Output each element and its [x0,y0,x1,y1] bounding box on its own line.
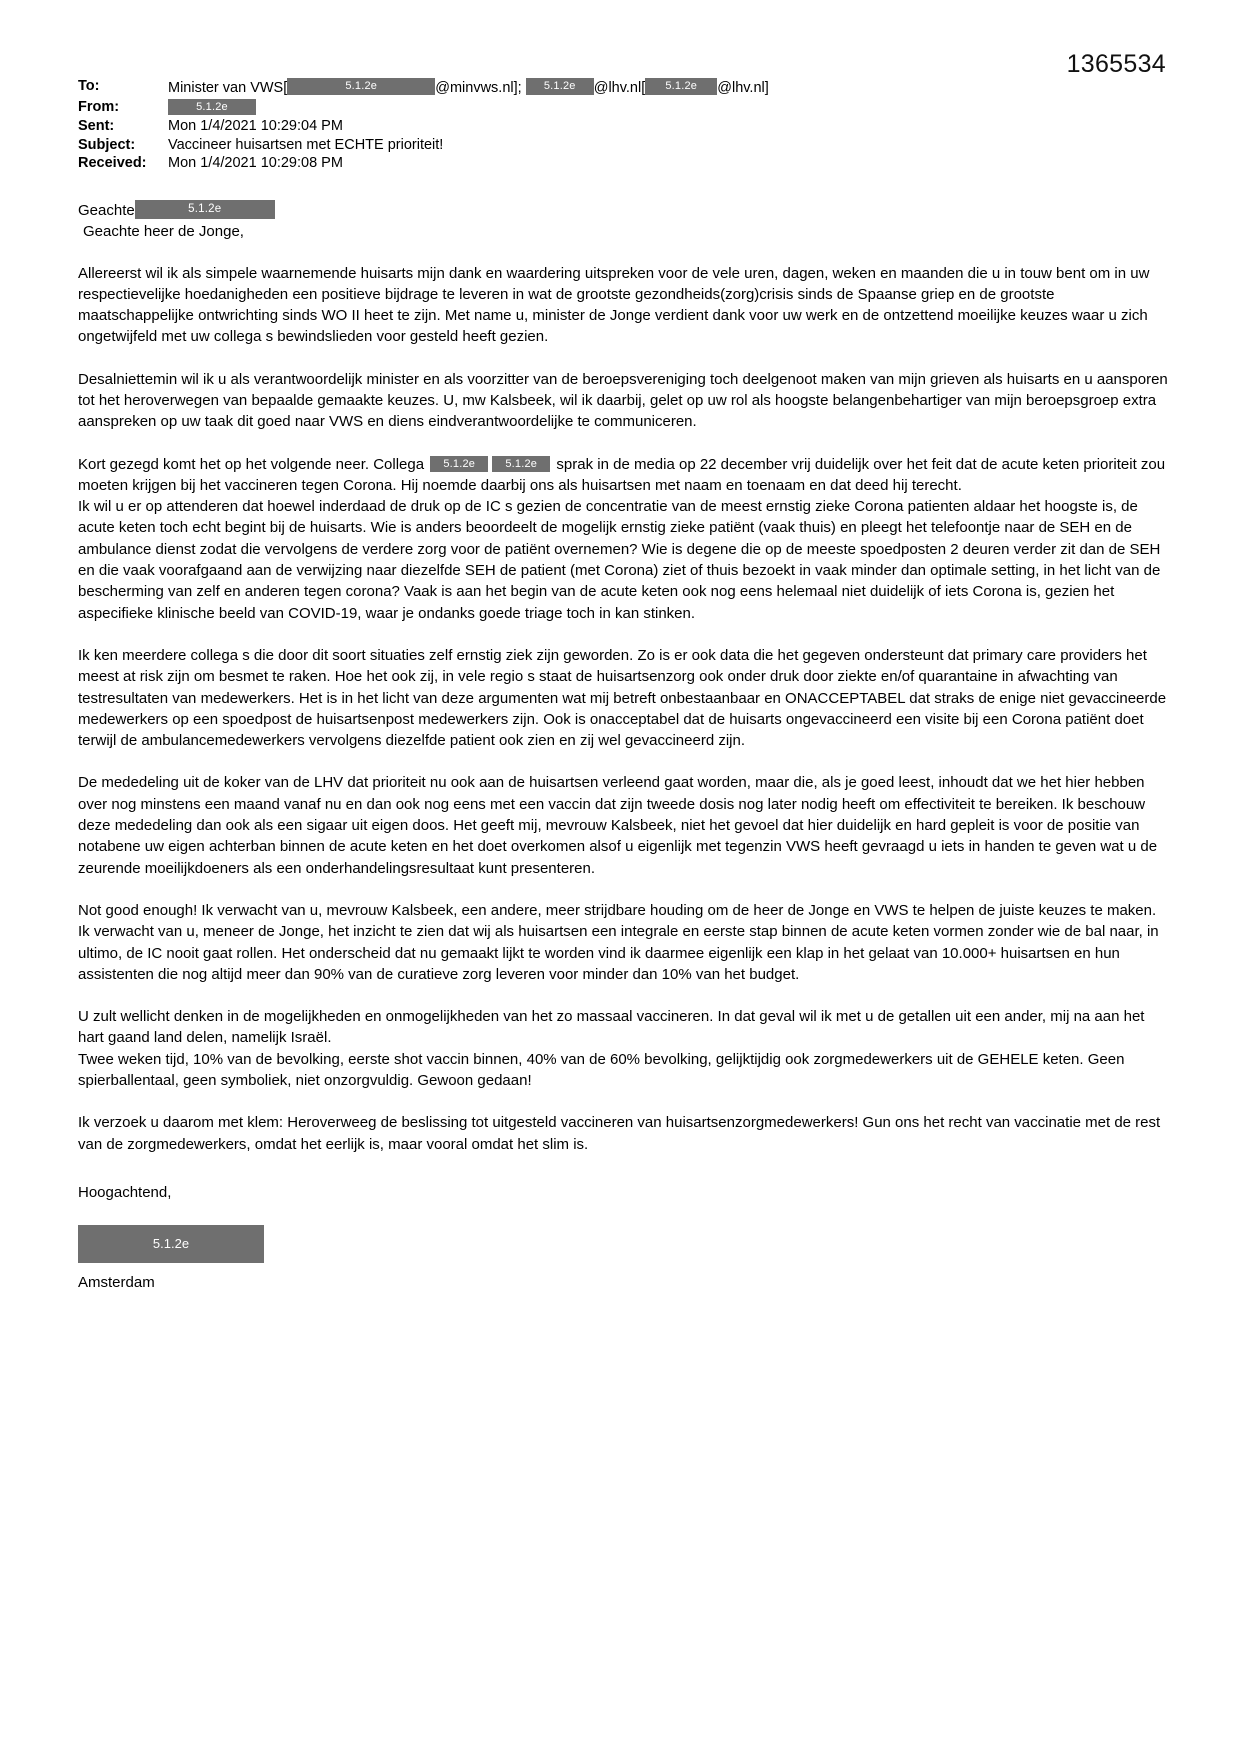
redaction-to-3: 5.1.2e [645,78,717,95]
redaction-salutation: 5.1.2e [135,200,275,219]
from-label: From: [78,98,120,115]
email-header-table [78,78,769,174]
paragraph-3-part-a: Kort gezegd komt het op het volgende neer. Collega [78,455,429,473]
salutation-prefix: Geachte [78,201,135,219]
subject-value: Vaccineer huisartsen met ECHTE prioriteit! [168,136,444,153]
from-value [168,99,769,119]
redaction-collega-2: 5.1.2e [492,456,550,472]
header-row-sent [78,118,769,137]
email-content [78,78,1168,1293]
body-paragraph-3 [78,454,1168,497]
body-paragraph-8: U zult wellicht denken in de mogelijkheden en onmogelijkheden van het zo massaal vaccineren. In dat geval wil ik met u de getallen uit een ander, mij na aan het hart gaand land delen, namelijk Israël. [78,1008,1145,1047]
body-paragraph-9: Twee weken tijd, 10% van de bevolking, eerste shot vaccin binnen, 40% van de 60% bevolking, gelijktijdig ook zorgmedewerkers uit de GEHELE keten. Geen spierballentaal, geen symboliek, niet onzorgvuldig. Gewoon gedaan! [78,1050,1125,1089]
body-paragraph-5: Ik ken meerdere collega s die door dit soort situaties zelf ernstig ziek zijn geworden. Zo is er ook data die het gegeven ondersteunt dat primary care providers het meest at risk zijn om besmet te raken. Hoe het ook zij, in vele regio s staat de huisartsenzorg ook onder druk door ziekte en/of quarantaine in afwachting van testresultaten van medewerkers. Het is in het licht van deze argumenten wat mij betreft onbestaanbaar en ONACCEPTABEL dat straks de enige niet gevaccineerde medewerkers op een spoedpost de huisartsenpost medewerkers zijn. Ook is onacceptabel dat de huisarts ongevaccineerd een visite bij een Corona patiënt doet terwijl de ambulancemedewerkers vervolgens diezelfde patient ook zien en zij wel gevaccineerd zijn. [78,646,1167,750]
to-mid2-text: @lhv.nl[ [593,80,646,96]
paragraph-3-part-b: sprak in de media op 22 december vrij duidelijk over het feit dat de acute keten prioriteit zou moeten krijgen bij het vaccineren tegen Corona. Hij noemde daarbij ons als huisartsen met naam en toenaam en dat deed hij terecht. [78,455,1166,494]
body-paragraph-4: Ik wil u er op attenderen dat hoewel inderdaad de druk op de IC s gezien de concentratie van de meest ernstig zieke Corona patienten aldaar het hoogste is, de acute keten toch echt begint bij de huisarts. Wie is anders beoordeelt de mogelijk ernstig zieke patiënt (vaak thuis) en pleegt het telefoontje naar de SEH en de ambulance dienst zodat die vervolgens de verdere zorg voor de patiënt overnemen? Wie is degene die op de meeste spoedposten 2 deuren verder zit dan de SEH en die vaak voorafgaand aan de verwijzing naar diezelfde SEH de patient (met Corona) ziet of thuis bezoekt in vaak minder dan optimale setting, in het licht van de bescherming van zelf en anderen tegen corona? Vaak is aan het begin van de acute keten ook nog eens helemaal niet duidelijk of iets Corona is, gezien het aspecifieke klinische beeld van COVID-19, waar je ondanks goede triage toch in kan stinken. [78,498,1161,622]
header-row-to [78,78,769,99]
signature-block [78,1225,1168,1263]
salutation-line-2: Geachte heer de Jonge, [83,222,244,240]
received-label: Received: [78,155,147,171]
salutation-line-1 [78,200,1168,221]
sent-label: Sent: [78,118,115,134]
body-paragraph-6: De mededeling uit de koker van de LHV dat prioriteit nu ook aan de huisartsen verleend gaat worden, maar die, als je goed leest, inhoudt dat we het hier hebben over nog minstens een maand vanaf nu en dan ook nog eens met een vaccin dat zijn tweede dosis nog later nodig heeft om effectiviteit te bereiken. Ik beschouw deze mededeling dan ook als een sigaar uit eigen doos. Het geeft mij, mevrouw Kalsbeek, niet het gevoel dat hier duidelijk en hard gepleit is voor de positie van notabene uw eigen achterban binnen de acute keten en het doet overkomen alsof u eigenlijk met tegenzin VWS heeft gevraagd u iets in handen te geven wat u de zeurende moeilijkdoeners als een onderhandelingsresultaat kunt presenteren. [78,774,1158,877]
to-mid1-text: @minvws.nl]; [435,80,522,96]
document-id-number: 1365534 [1066,50,1166,78]
redaction-to-2: 5.1.2e [526,78,594,95]
body-paragraph-2: Desalniettemin wil ik u als verantwoordelijk minister en als voorzitter van de beroepsvereniging toch deelgenoot maken van mijn grieven als huisarts en u aansporen tot het heroverwegen van bepaalde gemaakte keuzes. U, mw Kalsbeek, wil ik daarbij, gelet op uw rol als hoogste belangenbehartiger van mijn beroepsgroep extra aanspreken op uw taak dit goed naar VWS en diens eindverantwoordelijke te communiceren. [78,370,1168,431]
header-row-received [78,155,769,174]
redaction-collega-1: 5.1.2e [430,456,488,472]
to-value [168,78,769,99]
redaction-to-1: 5.1.2e [287,78,435,95]
to-label: To: [78,78,100,94]
received-value: Mon 1/4/2021 10:29:08 PM [168,155,343,171]
body-paragraph-10: Ik verzoek u daarom met klem: Heroverweeg de beslissing tot uitgesteld vaccineren van huisartsenzorgmedewerkers! Gun ons het recht van vaccinatie met de rest van de zorgmedewerkers, omdat het eerlijk is, maar vooral omdat het slim is. [78,1114,1161,1153]
header-row-from [78,99,769,119]
to-end-text: @lhv.nl] [717,80,769,96]
subject-label: Subject: [78,136,136,153]
body-paragraph-1: Allereerst wil ik als simpele waarnemende huisarts mijn dank en waardering uitspreken voor de vele uren, dagen, weken en maanden die u in touw bent om in uw respectievelijke hoedanigheden een positieve bijdrage te leveren in wat de grootste gezondheids(zorg)crisis sinds de Spaanse griep en de grootste maatschappelijke ontwrichting sinds WO II heet te zijn. Met name u, minister de Jonge verdient dank voor uw werk en de ontzettend moeilijke keuzes waar u zich ongetwijfeld met uw collega s bewindslieden voor gesteld heeft gezien. [78,264,1150,346]
redaction-signature: 5.1.2e [78,1225,264,1263]
redaction-from: 5.1.2e [168,99,256,115]
salutation-block [78,200,1168,242]
body-paragraph-7: Not good enough! Ik verwacht van u, mevrouw Kalsbeek, een andere, meer strijdbare houding om de heer de Jonge en VWS te helpen de juiste keuzes te maken. Ik verwacht van u, meneer de Jonge, het inzicht te zien dat wij als huisartsen een integrale en eerste stap binnen de acute keten vormen zonder wie de bal naar, in ultimo, de IC nooit gaat rollen. Het onderscheid dat nu gemaakt lijkt te worden vind ik daarmee eigenlijk een klap in het gelaat van 10.000+ huisartsen en hun assistenten die nog altijd meer dan 90% van de curatieve zorg leveren voor minder dan 10% van het budget. [78,901,1159,983]
to-prefix-text: Minister van VWS[ [168,80,288,96]
sign-off-text: Hoogachtend, [78,1183,172,1201]
sent-value: Mon 1/4/2021 10:29:04 PM [168,118,343,134]
header-row-subject [78,137,769,156]
signature-city: Amsterdam [78,1273,155,1291]
